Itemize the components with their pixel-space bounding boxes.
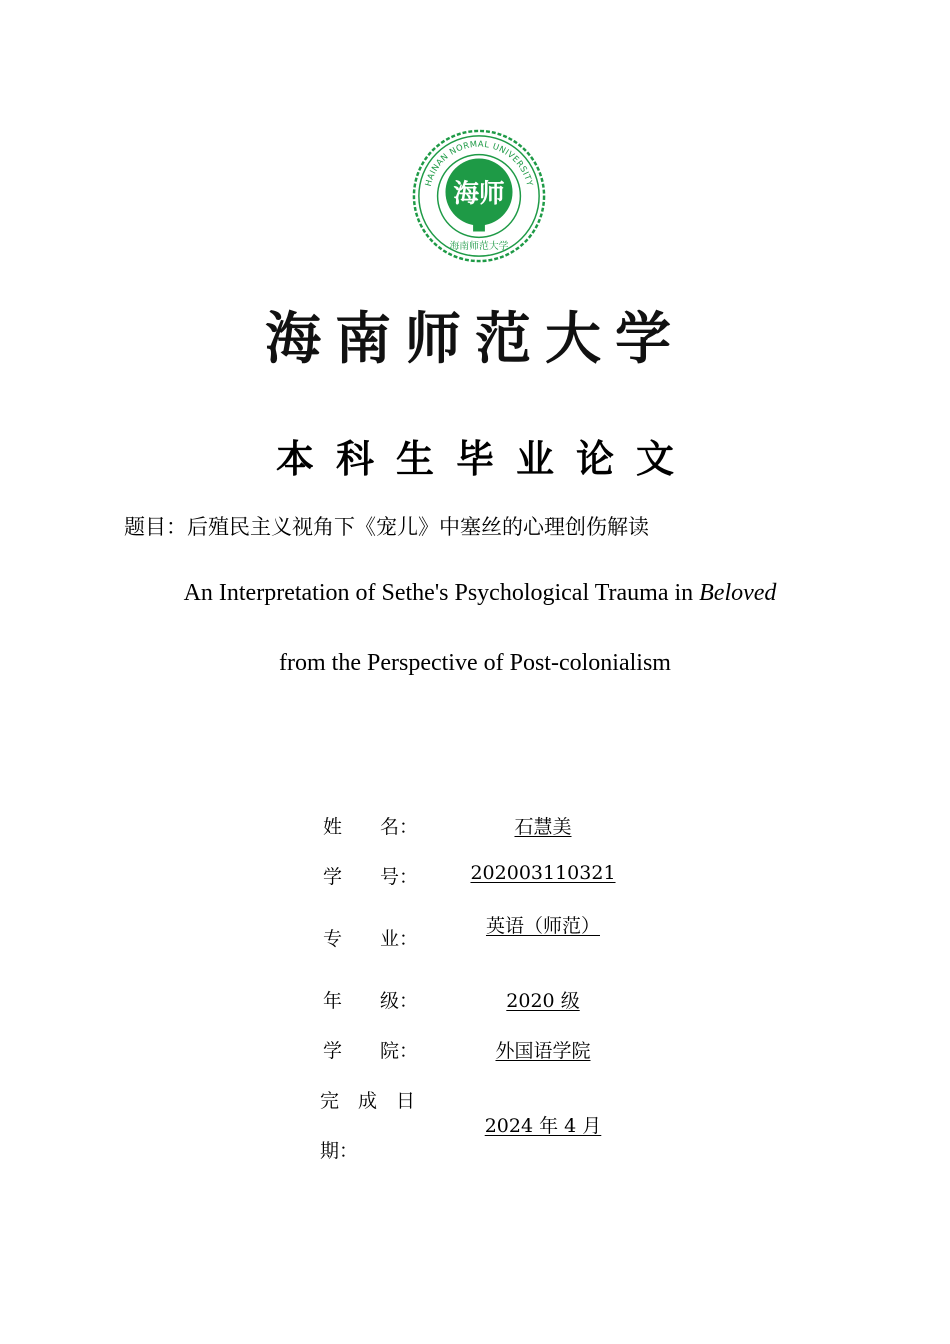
info-value-name: 石慧美 bbox=[514, 816, 572, 838]
info-label-grade: 年 级： bbox=[323, 990, 419, 1012]
info-value-student-id: 202003110321 bbox=[470, 862, 616, 884]
info-value-completion-date: 2024 年 4 月 bbox=[484, 1115, 602, 1137]
info-label-college: 学 院： bbox=[323, 1040, 419, 1062]
svg-text:海南师范大学: 海南师范大学 bbox=[265, 306, 685, 372]
info-value-grade: 2020 级 bbox=[506, 990, 580, 1012]
info-label-name: 姓 名： bbox=[323, 816, 419, 838]
info-label-major: 专 业： bbox=[323, 928, 419, 950]
seal-bottom-text: 海南师范大学 bbox=[449, 241, 509, 253]
thesis-title-chinese: 题目：后殖民主义视角下《宠儿》中塞丝的心理创伤解读 bbox=[124, 515, 649, 539]
thesis-title-english-line1: An Interpretation of Sethe's Psychological Trauma in Beloved bbox=[183, 580, 777, 606]
novel-title-italic: Beloved bbox=[699, 580, 777, 606]
university-calligraphy-wordmark bbox=[255, 302, 695, 374]
info-label-student-id: 学 号： bbox=[323, 866, 419, 888]
info-value-college: 外国语学院 bbox=[495, 1040, 591, 1062]
info-label-completion-date-line2: 期： bbox=[320, 1140, 359, 1162]
info-label-completion-date-line1: 完 成 日 bbox=[320, 1090, 416, 1112]
info-value-major: 英语（师范） bbox=[485, 915, 600, 937]
thesis-title-english-line2: from the Perspective of Post-colonialism bbox=[279, 650, 671, 676]
university-seal-logo bbox=[410, 126, 548, 266]
svg-text:HAINAN NORMAL UNIVERSITY: HAINAN NORMAL UNIVERSITY bbox=[422, 138, 536, 188]
document-type-heading: 本科生毕业论文 bbox=[275, 437, 696, 481]
seal-center-glyph: 海师 bbox=[453, 178, 505, 209]
